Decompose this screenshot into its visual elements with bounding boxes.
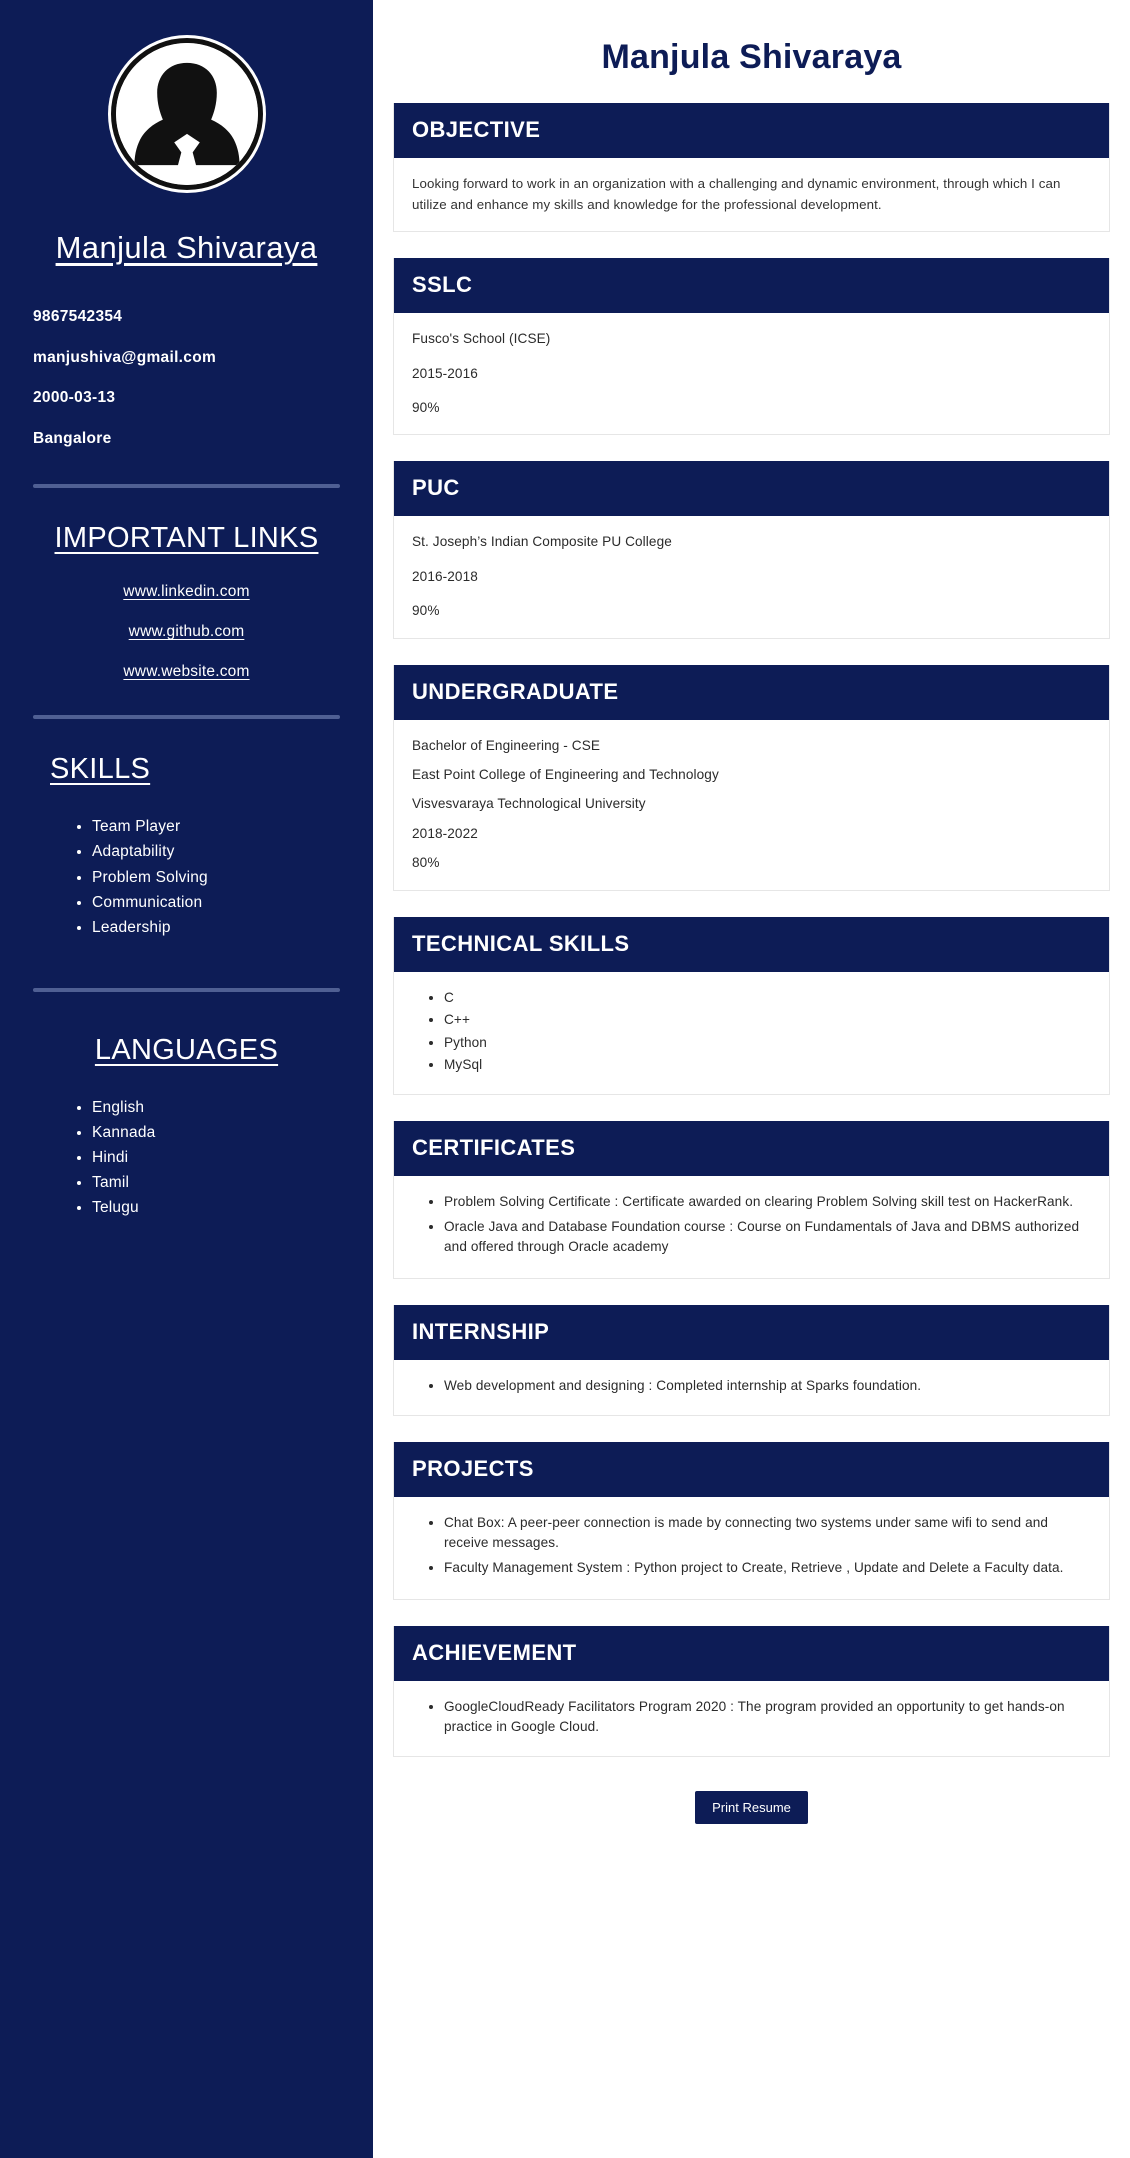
list-item: • Problem Solving Certificate : Certificate awarded on clearing Problem Solving skill test on HackerRank. [444, 1192, 1091, 1213]
list-item: • Tamil [92, 1170, 373, 1195]
internship-list [412, 1376, 1091, 1397]
languages-heading: LANGUAGES [94, 1033, 279, 1066]
section-heading-projects: PROJECTS [394, 1442, 1109, 1497]
list-item: • Faculty Management System : Python project to Create, Retrieve , Update and Delete a Faculty data. [444, 1558, 1091, 1579]
print-resume-button[interactable]: Print Resume [695, 1791, 808, 1824]
puc-years: 2016-2018 [412, 568, 478, 584]
contact-city: Bangalore [33, 429, 112, 447]
list-item: • Chat Box: A peer-peer connection is made by connecting two systems under same wifi to send and receive messages. [444, 1513, 1091, 1554]
section-body-puc [394, 516, 1109, 637]
section-sslc [393, 258, 1110, 435]
sidebar-name: Manjula Shivaraya [55, 230, 318, 265]
section-heading-sslc: SSLC [394, 258, 1109, 313]
avatar [111, 38, 263, 190]
sidebar-divider-1 [33, 484, 340, 488]
languages-list [0, 1095, 373, 1221]
section-heading-certificates: CERTIFICATES [394, 1121, 1109, 1176]
sslc-score: 90% [412, 400, 440, 415]
sidebar-divider-3 [33, 988, 340, 992]
link-website[interactable]: www.website.com [123, 663, 250, 681]
section-body-achievement [394, 1681, 1109, 1756]
section-body-projects [394, 1497, 1109, 1599]
section-body-objective [394, 158, 1109, 231]
page-title: Manjula Shivaraya [601, 38, 902, 76]
contact-list [0, 308, 373, 448]
list-item: • Telugu [92, 1195, 373, 1220]
link-linkedin[interactable]: www.linkedin.com [123, 583, 250, 601]
ug-university: Visvesvaraya Technological University [412, 796, 646, 812]
sidebar [0, 0, 373, 2158]
skills-heading: SKILLS [50, 753, 151, 786]
important-links-heading: IMPORTANT LINKS [54, 522, 319, 555]
puc-college: St. Joseph’s Indian Composite PU College [412, 534, 672, 550]
ug-college: East Point College of Engineering and Technology [412, 766, 719, 782]
list-item: • Adaptability [92, 839, 373, 864]
achievement-list [412, 1697, 1091, 1738]
sslc-school: Fusco's School (ICSE) [412, 331, 551, 347]
important-links-list [0, 583, 373, 681]
section-heading-puc: PUC [394, 461, 1109, 516]
section-body-undergraduate [394, 720, 1109, 890]
section-technical-skills [393, 917, 1110, 1096]
section-undergraduate [393, 665, 1110, 891]
ug-degree: Bachelor of Engineering - CSE [412, 737, 601, 753]
main-content [373, 0, 1130, 2158]
section-achievement [393, 1626, 1110, 1757]
section-puc [393, 461, 1110, 638]
technical-skills-list [412, 988, 1091, 1077]
print-button-wrapper [393, 1783, 1110, 1846]
list-item: • Communication [92, 890, 373, 915]
objective-text: Looking forward to work in an organization with a challenging and dynamic environment, through which I can utilize and enhance my skills and knowledge for the professional development. [412, 176, 1061, 212]
contact-phone: 9867542354 [33, 308, 123, 325]
list-item: • Kannada [92, 1120, 373, 1145]
list-item: • Oracle Java and Database Foundation course : Course on Fundamentals of Java and DBMS authorized and offered through Oracle academy [444, 1217, 1091, 1258]
section-heading-undergraduate: UNDERGRADUATE [394, 665, 1109, 720]
ug-years: 2018-2022 [412, 825, 478, 841]
section-heading-technical-skills: TECHNICAL SKILLS [394, 917, 1109, 972]
section-body-technical-skills [394, 972, 1109, 1095]
puc-score: 90% [412, 603, 440, 619]
person-silhouette-avatar-icon [116, 43, 258, 185]
section-heading-achievement: ACHIEVEMENT [394, 1626, 1109, 1681]
section-body-certificates [394, 1176, 1109, 1278]
list-item: • Hindi [92, 1145, 373, 1170]
section-internship [393, 1305, 1110, 1416]
section-certificates [393, 1121, 1110, 1279]
projects-list [412, 1513, 1091, 1579]
list-item: • C [444, 988, 1091, 1009]
sidebar-divider-2 [33, 715, 340, 719]
contact-dob: 2000-03-13 [33, 389, 116, 407]
contact-email: manjushiva@gmail.com [33, 348, 217, 366]
list-item: • Leadership [92, 915, 373, 940]
section-body-internship [394, 1360, 1109, 1415]
ug-score: 80% [412, 855, 440, 871]
list-item: • GoogleCloudReady Facilitators Program 2020 : The program provided an opportunity to get hands-on practice in Google Cloud. [444, 1697, 1091, 1738]
link-github[interactable]: www.github.com [128, 623, 245, 641]
list-item: • English [92, 1095, 373, 1120]
list-item: • Team Player [92, 814, 373, 839]
list-item: • Web development and designing : Completed internship at Sparks foundation. [444, 1376, 1091, 1397]
avatar-wrapper [0, 38, 373, 190]
list-item: • Problem Solving [92, 865, 373, 890]
list-item: • Python [444, 1033, 1091, 1054]
section-heading-objective: OBJECTIVE [394, 103, 1109, 158]
list-item: • MySql [444, 1055, 1091, 1076]
sslc-years: 2015-2016 [412, 365, 478, 381]
list-item: • C++ [444, 1010, 1091, 1031]
section-heading-internship: INTERNSHIP [394, 1305, 1109, 1360]
section-body-sslc [394, 313, 1109, 434]
skills-list [0, 814, 373, 940]
section-projects [393, 1442, 1110, 1600]
section-objective [393, 103, 1110, 232]
certificates-list [412, 1192, 1091, 1258]
